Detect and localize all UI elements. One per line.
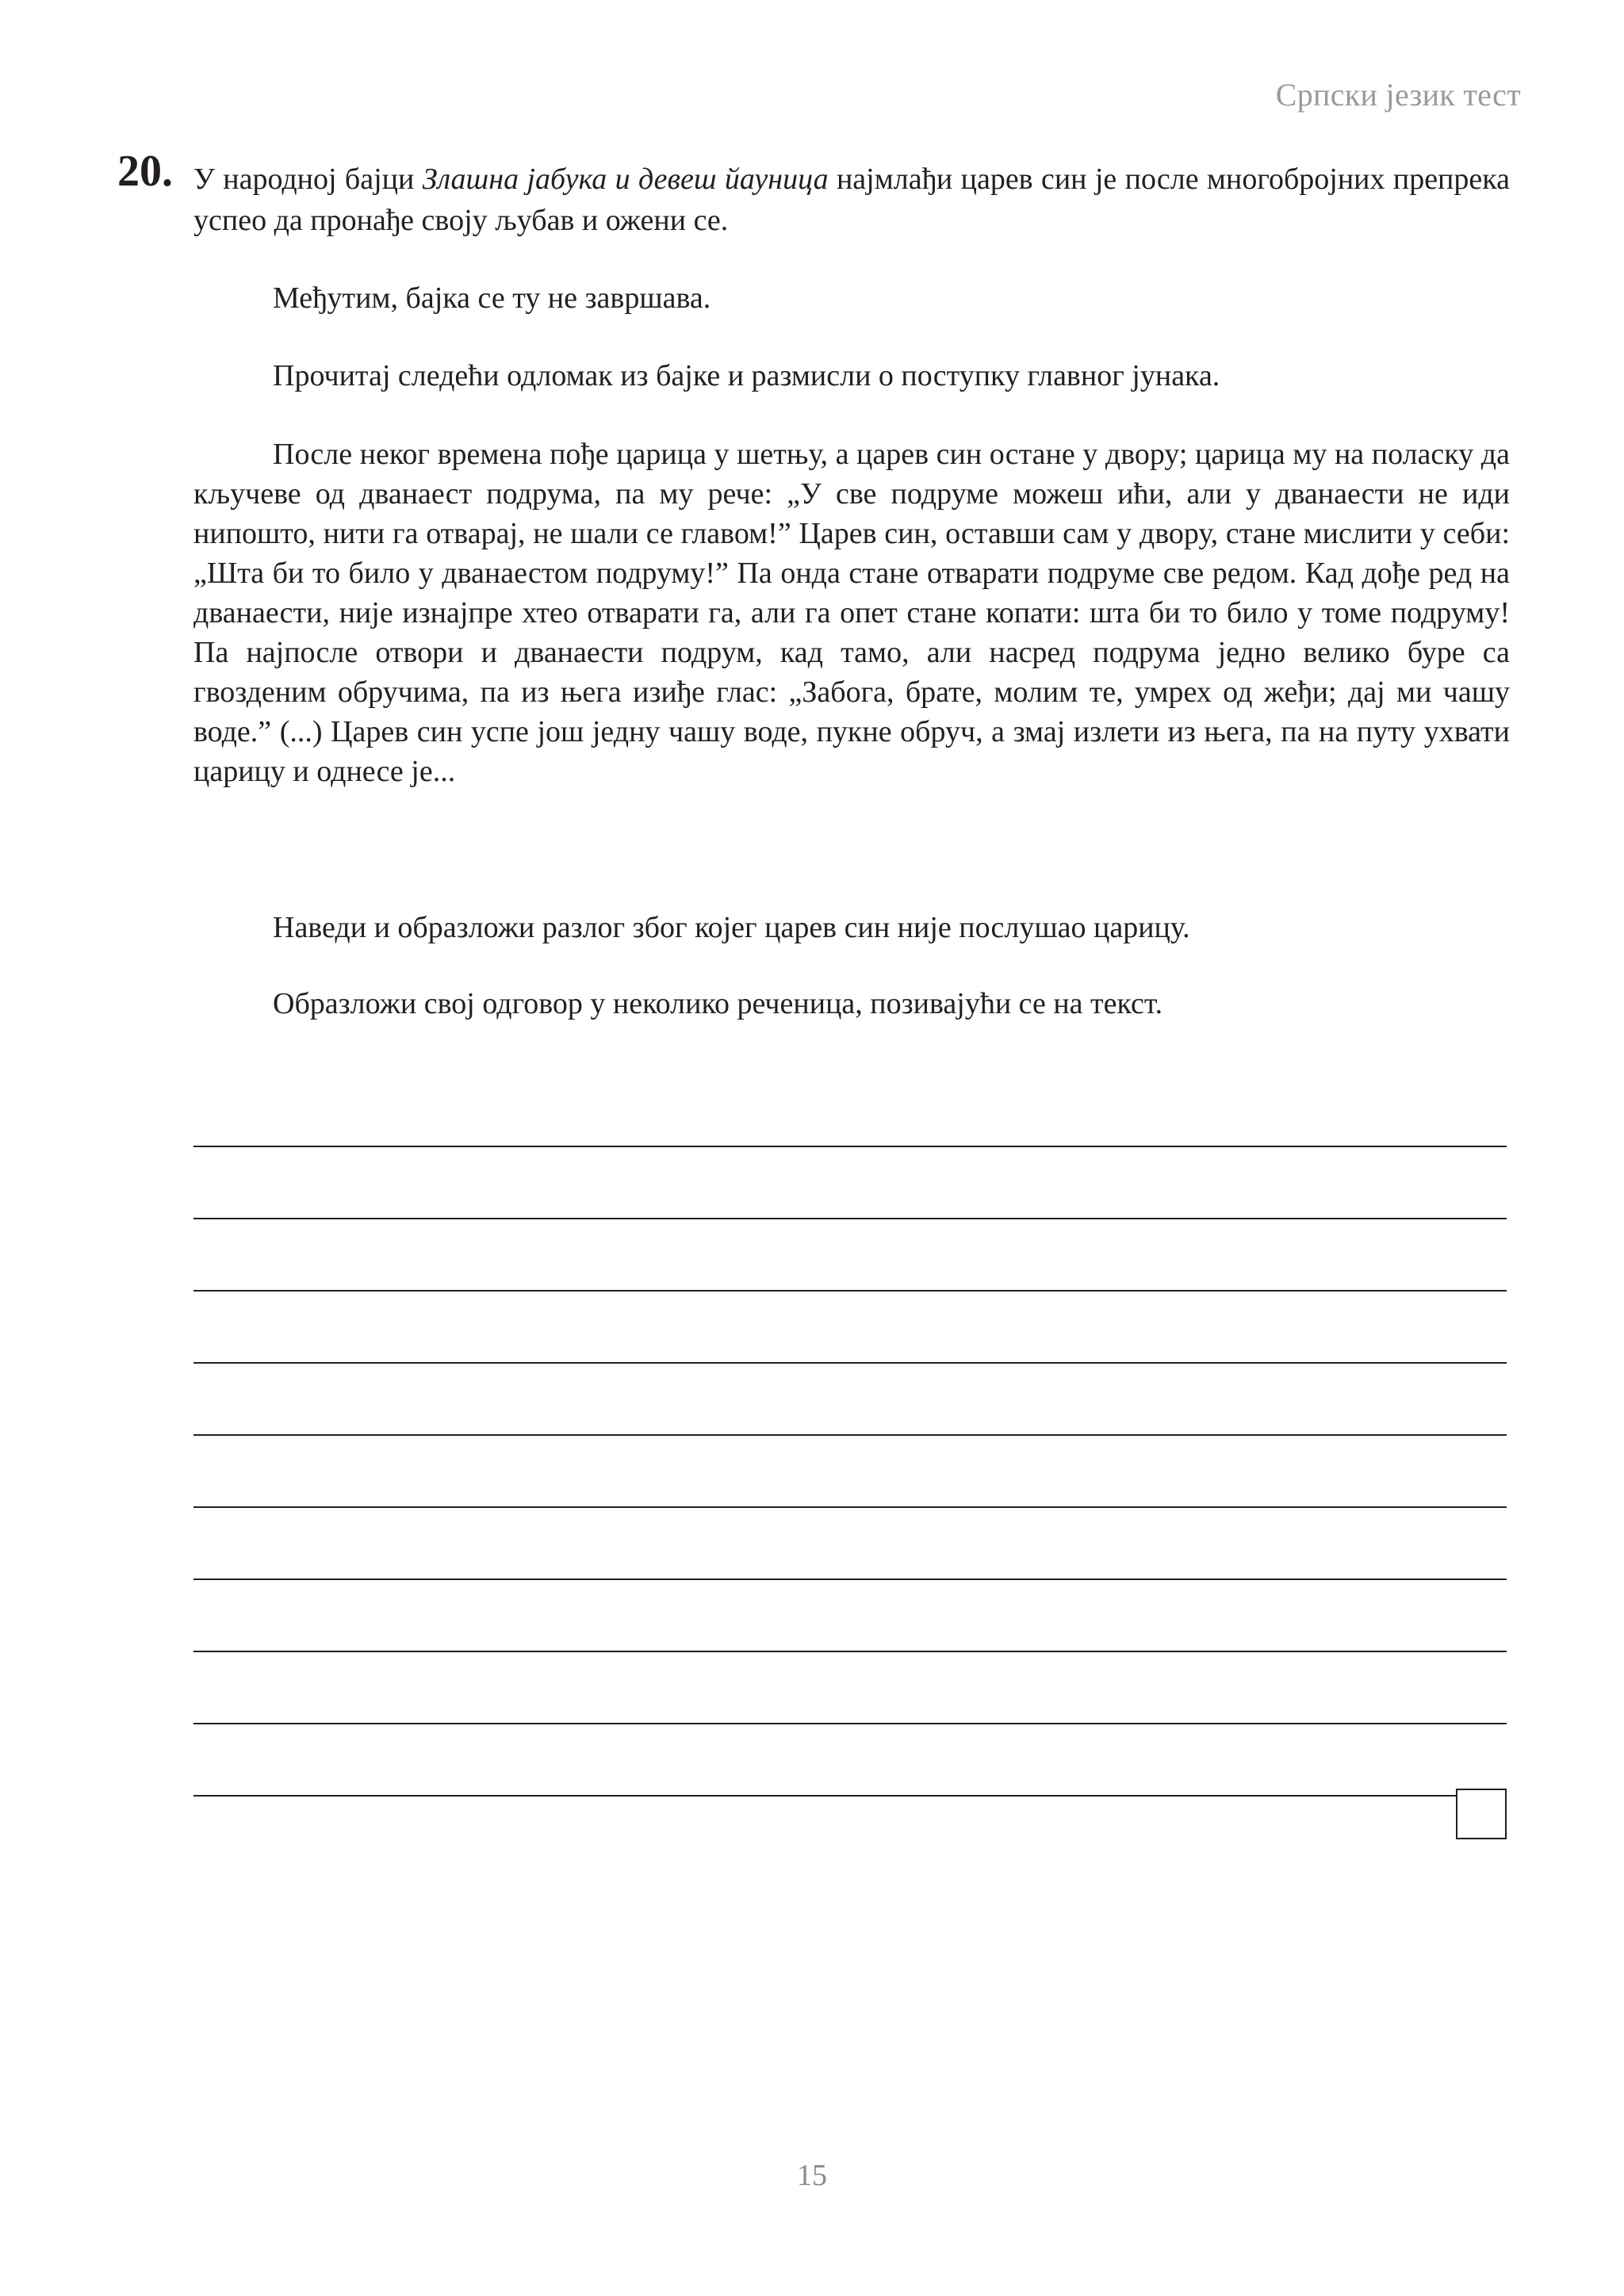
answer-line[interactable] [193, 1508, 1507, 1580]
page-header-title: Српски језик тест [1275, 77, 1521, 113]
answer-line[interactable] [193, 1147, 1507, 1219]
intro-text-after: најмлађи царев син је после многобројних препрека успео да пронађе своју љубав и ожени се. [193, 163, 1511, 237]
answer-line[interactable] [193, 1652, 1507, 1724]
score-box[interactable] [1456, 1789, 1507, 1839]
answer-line[interactable] [193, 1580, 1507, 1652]
fairy-tale-excerpt: После неког времена пође царица у шетњу, а царев син остане у двору; царица му на поласку да кључеве од дванаест подрума, па му рече: „У све подруме можеш ићи, али у дванаести не иди нипошто, нити га отварај, не шали се главом!” Царев син, оставши сам у двору, стане мислити у себи: „Шта би то било у дванаестом подруму!” Па онда стане отварати подруме све редом. Кад дође ред на дванаести, није изнајпре хтео отварати га, али га опет стане копати: шта би то било у томе подруму! Па најпосле отвори и дванаести подрум, кад тамо, али насред подрума једно велико буре са гвозденим обручима, па из њега изиђе глас: „Забога, брате, молим те, умрех од жеђи; дај ми чашу воде.” (...) Царев син успе још једну чашу воде, пукне обруч, а змај излети из њега, па на путу ухвати царицу и однесе је... [193, 438, 1510, 788]
page-number: 15 [797, 2159, 827, 2192]
fairy-tale-title: Злашна јабука и девеш йауница [422, 163, 829, 196]
answer-line[interactable] [193, 1292, 1507, 1364]
answer-line[interactable] [193, 1364, 1507, 1436]
paragraph-instruction: Прочитај следећи одломак из бајке и размисли о поступку главног јунака. [273, 359, 1220, 392]
task-prompt: Наведи и образложи разлог због којег царев син није послушао царицу. [273, 911, 1190, 944]
answer-area[interactable] [193, 1075, 1507, 1797]
paragraph-however: Међутим, бајка се ту не завршава. [273, 281, 711, 315]
answer-line[interactable] [193, 1075, 1507, 1147]
intro-text-before: У народној бајци [193, 163, 423, 196]
question-number: 20. [117, 147, 173, 196]
question-intro [193, 159, 1510, 241]
answer-line[interactable] [193, 1219, 1507, 1292]
answer-line[interactable] [193, 1436, 1507, 1508]
answer-line[interactable] [193, 1724, 1507, 1797]
task-explanation-prompt: Образложи свој одговор у неколико реченица, позивајући се на текст. [273, 987, 1163, 1020]
